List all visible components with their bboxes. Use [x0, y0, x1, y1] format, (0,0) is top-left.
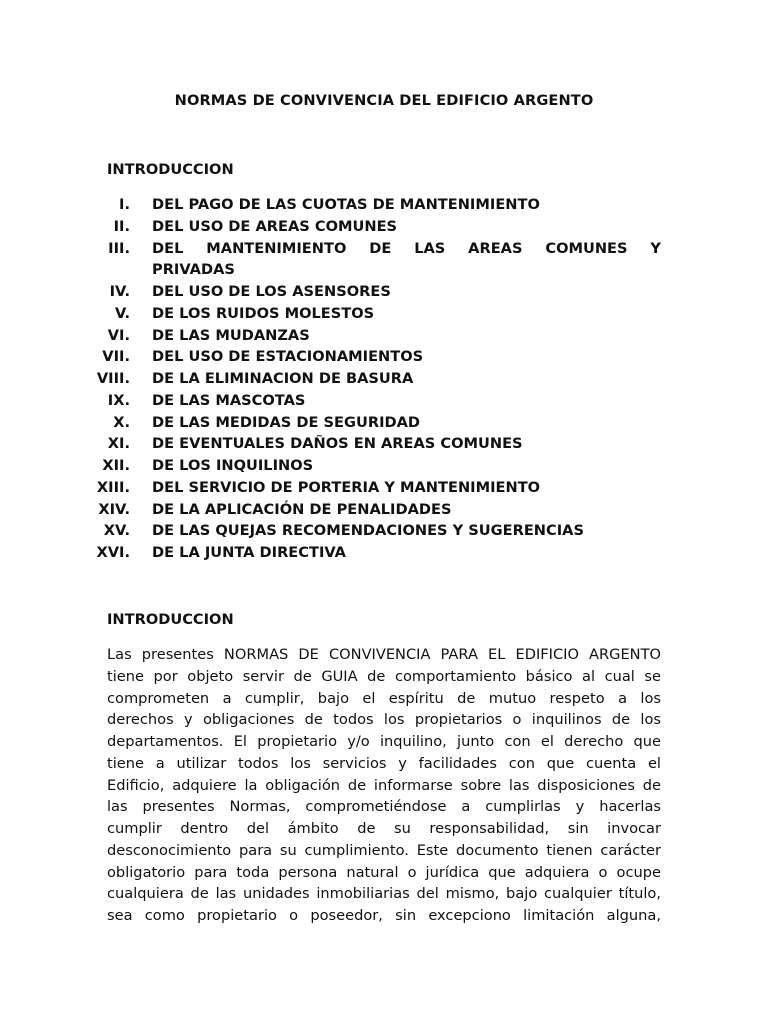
paragraph-line: cualquiera de las unidades inmobiliarias del mismo, bajo cualquier título, [107, 885, 661, 903]
toc-item-3 [0, 238, 768, 282]
toc-item-number: VII. [102, 348, 130, 366]
toc-item-16 [0, 542, 768, 564]
toc-item-text: DE LAS MASCOTAS [152, 391, 306, 409]
document-title: NORMAS DE CONVIVENCIA DEL EDIFICIO ARGENTO [174, 92, 594, 109]
toc-item-15 [0, 520, 768, 542]
toc-item-number: XIV. [98, 500, 130, 518]
toc-item-number: XI. [107, 435, 130, 453]
toc-item-text: DE LA APLICACIÓN DE PENALIDADES [152, 500, 452, 518]
toc-item-number: X. [113, 413, 130, 431]
toc-item-text: DE LA ELIMINACION DE BASURA [152, 370, 414, 387]
toc-item-10 [0, 412, 768, 434]
paragraph-line: las presentes Normas, comprometiéndose a cumplirlas y hacerlas [107, 798, 661, 816]
toc-item-number: XIII. [96, 478, 130, 496]
toc-item-11 [0, 433, 768, 455]
toc-item-5 [0, 303, 768, 325]
toc-item-number: XV. [103, 522, 130, 540]
toc-item-4 [0, 281, 768, 303]
toc-item-text: DE EVENTUALES DAÑOS EN AREAS COMUNES [152, 435, 523, 453]
intro-heading: INTRODUCCION [107, 611, 234, 628]
paragraph-line: departamentos. El propietario y/o inquilino, junto con el derecho que [107, 733, 661, 750]
toc-item-number: II. [113, 217, 130, 235]
toc-item-text: DE LAS MEDIDAS DE SEGURIDAD [152, 413, 421, 431]
paragraph-line: Edificio, adquiere la obligación de informarse sobre las disposiciones de [107, 776, 661, 794]
paragraph-line: derechos y obligaciones de todos los propietarios o inquilinos de los [107, 711, 661, 729]
paragraph-line: Las presentes NORMAS DE CONVIVENCIA PARA EL EDIFICIO ARGENTO [107, 646, 661, 663]
toc-item-9 [0, 390, 768, 412]
table-of-contents [0, 194, 768, 564]
toc-item-13 [0, 477, 768, 499]
toc-item-text: DEL USO DE ESTACIONAMIENTOS [152, 348, 424, 366]
toc-item-7 [0, 346, 768, 368]
paragraph-line: cumplir dentro del ámbito de su responsabilidad, sin invocar [107, 820, 661, 837]
toc-item-number: VI. [107, 326, 130, 344]
toc-item-number: XII. [102, 457, 130, 474]
toc-item-1 [0, 194, 768, 216]
toc-item-text: DEL USO DE LOS ASENSORES [152, 283, 391, 300]
toc-item-number: V. [115, 304, 130, 322]
toc-item-14 [0, 499, 768, 521]
toc-item-number: I. [119, 196, 130, 213]
toc-item-text-line1: DEL MANTENIMIENTO DE LAS AREAS COMUNES Y [152, 239, 661, 257]
toc-item-text [152, 238, 661, 282]
toc-item-text: DEL PAGO DE LAS CUOTAS DE MANTENIMIENTO [152, 196, 540, 213]
paragraph-line: sea como propietario o poseedor, sin excepciono limitación alguna, [107, 907, 661, 924]
toc-item-text: DE LA JUNTA DIRECTIVA [152, 544, 346, 561]
paragraph-line: desconocimiento para su cumplimiento. Este documento tienen carácter [107, 841, 661, 859]
intro-paragraph [107, 644, 661, 927]
toc-item-12 [0, 455, 768, 477]
toc-item-number: III. [108, 239, 130, 257]
toc-item-number: IV. [109, 283, 130, 300]
toc-item-2 [0, 216, 768, 238]
toc-item-text-line2: PRIVADAS [152, 261, 235, 279]
toc-item-6 [0, 325, 768, 347]
toc-item-text: DE LAS QUEJAS RECOMENDACIONES Y SUGERENCIAS [152, 522, 584, 540]
toc-item-text: DEL USO DE AREAS COMUNES [152, 217, 398, 235]
paragraph-line: comprometen a cumplir, bajo el espíritu de mutuo respeto a los [107, 689, 661, 707]
paragraph-line: tiene a utilizar todos los servicios y facilidades con que cuenta el [107, 754, 661, 772]
toc-item-text: DE LOS RUIDOS MOLESTOS [152, 304, 375, 322]
paragraph-line: obligatorio para toda persona natural o jurídica que adquiera o ocupe [107, 863, 661, 881]
toc-item-text: DE LAS MUDANZAS [152, 326, 310, 344]
toc-item-number: IX. [107, 391, 130, 409]
toc-item-8 [0, 368, 768, 390]
toc-item-number: XVI. [96, 544, 130, 561]
toc-item-number: VIII. [96, 370, 130, 387]
paragraph-line: tiene por objeto servir de GUIA de comportamiento básico al cual se [107, 667, 661, 685]
toc-heading: INTRODUCCION [107, 161, 234, 178]
toc-item-text: DE LOS INQUILINOS [152, 457, 314, 474]
toc-item-text: DEL SERVICIO DE PORTERIA Y MANTENIMIENTO [152, 478, 541, 496]
